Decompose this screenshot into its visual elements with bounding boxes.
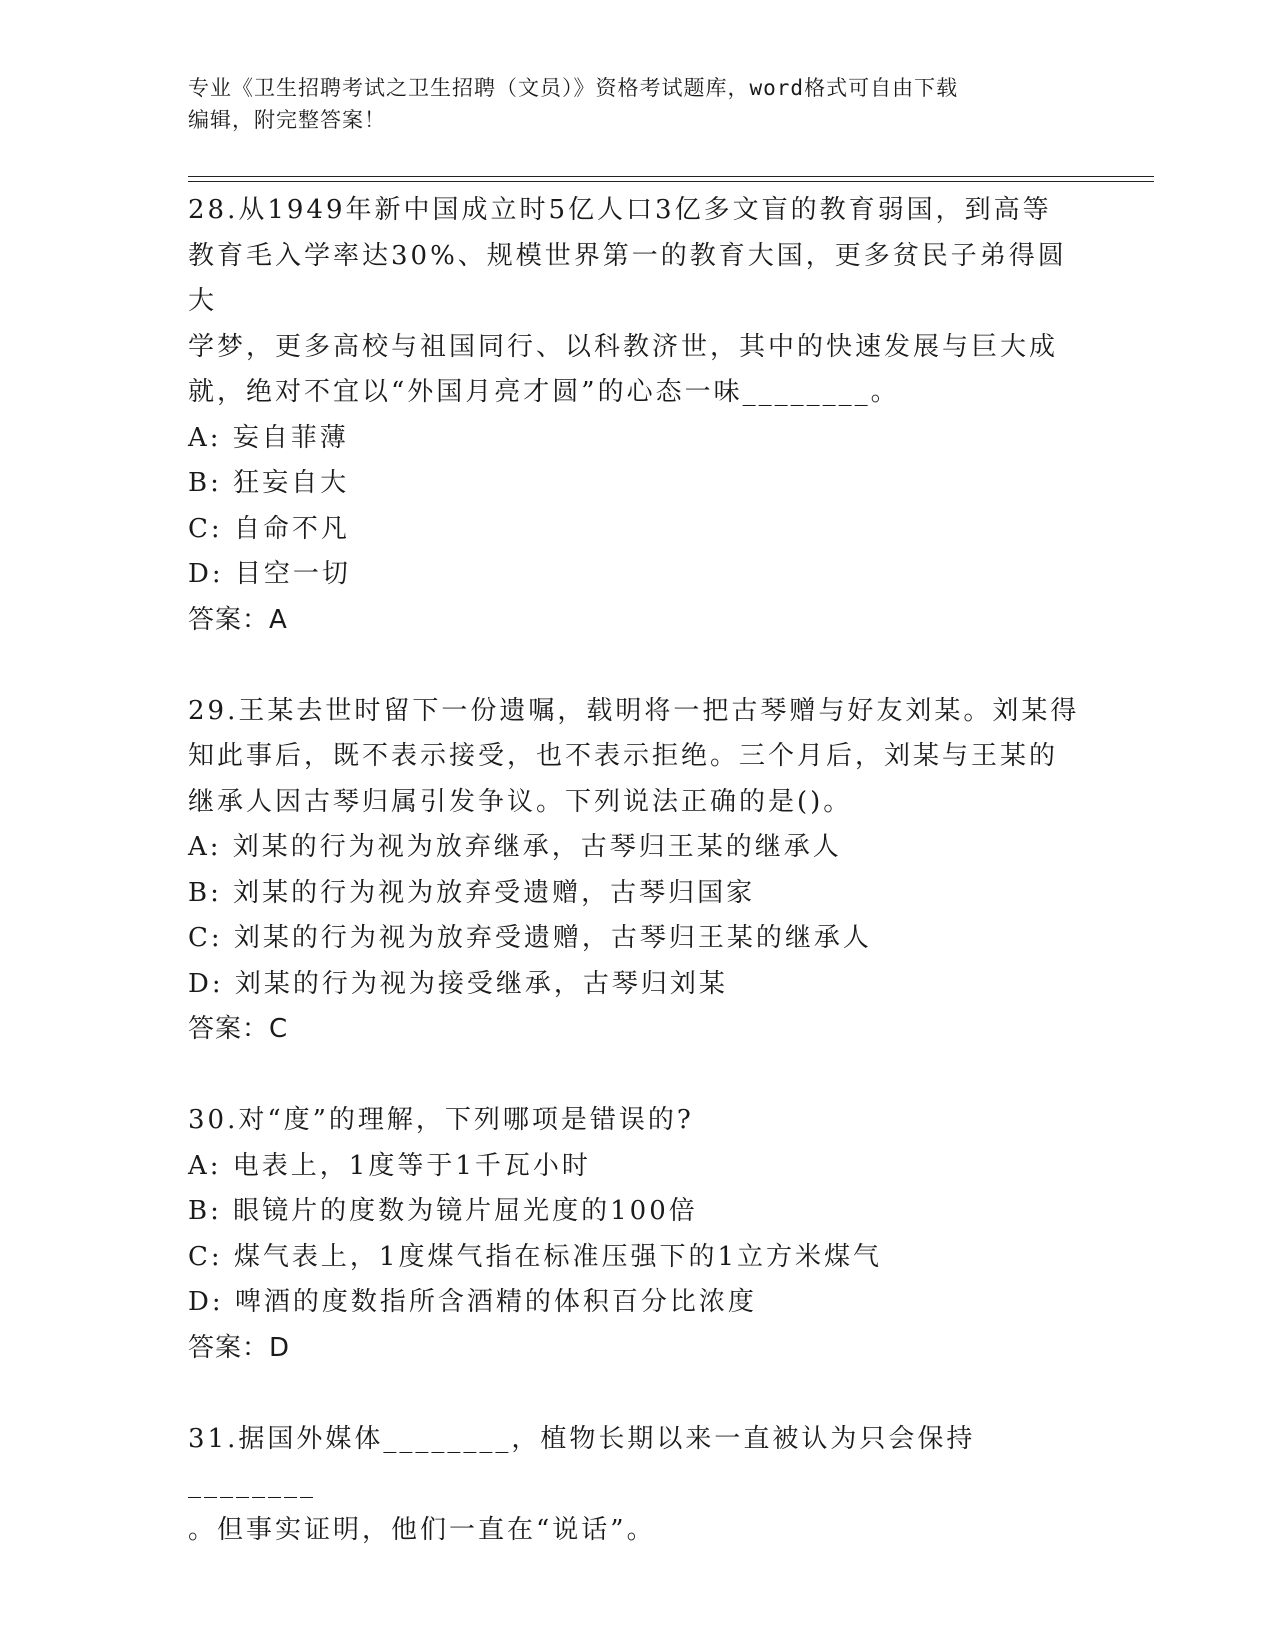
header-divider-top xyxy=(188,176,1154,177)
header-divider-bottom xyxy=(188,181,1154,182)
question-30 xyxy=(188,1098,1088,1371)
option-a: A: 电表上，1度等于1千瓦小时 xyxy=(188,1150,591,1181)
question-31 xyxy=(188,1417,1088,1554)
question-spacer xyxy=(188,1053,1088,1099)
option-d: D: 刘某的行为视为接受继承，古琴归刘某 xyxy=(188,968,728,999)
document-header xyxy=(188,72,1088,136)
question-stem-line: 30.对“度”的理解，下列哪项是错误的? xyxy=(188,1105,694,1135)
question-stem-line: 29.王某去世时留下一份遗嘱，载明将一把古琴赠与好友刘某。刘某得 xyxy=(188,695,1080,726)
question-stem-line: 就，绝对不宜以“外国月亮才圆”的心态一味________。 xyxy=(188,377,900,407)
question-29 xyxy=(188,689,1088,1053)
question-stem-line: 31.据国外媒体________，植物长期以来一直被认为只会保持________ xyxy=(188,1423,976,1499)
question-stem-line: 28.从1949年新中国成立时5亿人口3亿多文盲的教育弱国，到高等 xyxy=(188,195,1052,225)
question-stem-line: 学梦，更多高校与祖国同行、以科教济世，其中的快速发展与巨大成 xyxy=(188,331,1059,362)
header-line-1: 专业《卫生招聘考试之卫生招聘（文员）》资格考试题库，word格式可自由下载 xyxy=(188,76,959,100)
question-stem-line: 继承人因古琴归属引发争议。下列说法正确的是()。 xyxy=(188,786,853,817)
option-a: A: 刘某的行为视为放弃继承，古琴归王某的继承人 xyxy=(188,832,842,862)
question-28 xyxy=(188,188,1088,643)
option-a: A: 妄自菲薄 xyxy=(188,422,349,453)
question-list xyxy=(188,188,1088,1553)
answer-line: 答案：C xyxy=(188,1014,289,1044)
option-c: C: 自命不凡 xyxy=(188,513,350,544)
option-d: D: 目空一切 xyxy=(188,559,351,589)
question-stem-line: 知此事后，既不表示接受，也不表示拒绝。三个月后，刘某与王某的 xyxy=(188,741,1059,771)
question-spacer xyxy=(188,1371,1088,1417)
question-stem-line: 。但事实证明，他们一直在“说话”。 xyxy=(188,1514,656,1545)
option-c: C: 煤气表上，1度煤气指在标准压强下的1立方米煤气 xyxy=(188,1241,883,1272)
option-b: B: 眼镜片的度数为镜片屈光度的100倍 xyxy=(188,1196,698,1226)
option-b: B: 狂妄自大 xyxy=(188,468,350,498)
option-c: C: 刘某的行为视为放弃受遗赠，古琴归王某的继承人 xyxy=(188,923,872,953)
question-spacer xyxy=(188,643,1088,689)
header-line-2: 编辑，附完整答案！ xyxy=(188,108,386,132)
question-stem-line: 教育毛入学率达30%、规模世界第一的教育大国，更多贫民子弟得圆大 xyxy=(188,240,1067,316)
option-d: D: 啤酒的度数指所含酒精的体积百分比浓度 xyxy=(188,1287,757,1317)
option-b: B: 刘某的行为视为放弃受遗赠，古琴归国家 xyxy=(188,877,756,908)
answer-line: 答案：A xyxy=(188,604,288,635)
answer-line: 答案：D xyxy=(188,1332,291,1363)
